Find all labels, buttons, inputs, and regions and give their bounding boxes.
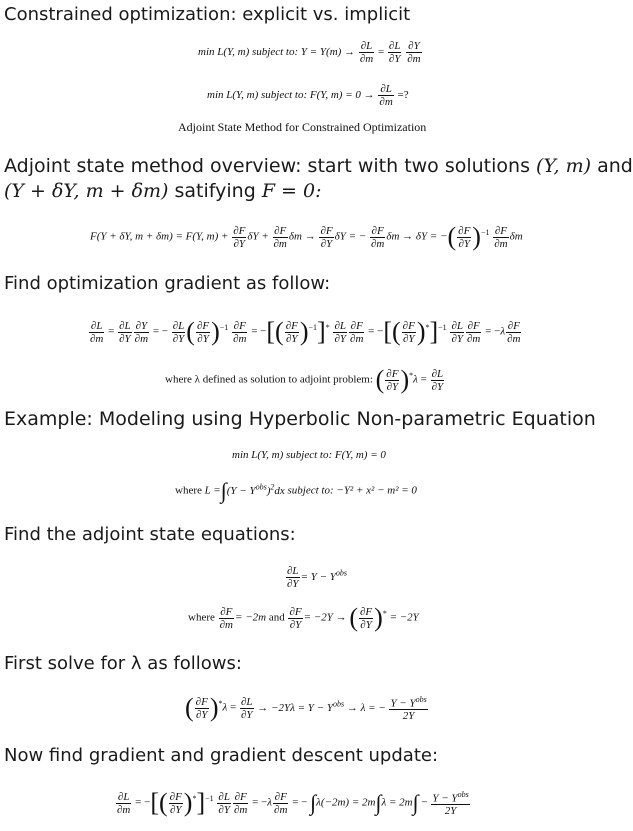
heading-and: and xyxy=(597,155,633,177)
heading-adjoint-overview-line1 xyxy=(4,155,633,177)
heading-math-Y-m: (Y, m) xyxy=(536,155,592,177)
equation-solve-lambda: ( $\frac{\partial F}{\partial Y}$ )*λ = $\frac{\partial L}{\partial Y}$ → $-2Y\lambda = Y - Y^{obs} \to \lambda$ = − $\frac{Y - Y^{obs}}{2Y}$ xyxy=(185,693,427,723)
heading-adjoint-equations: Find the adjoint state equations: xyxy=(4,524,296,545)
heading-example-hyperbolic: Example: Modeling using Hyperbolic Non-parametric Equation xyxy=(4,408,596,430)
and-label: and xyxy=(268,611,285,624)
fraction-dL-dm: $\frac{\partial L}{\partial m}$ xyxy=(359,40,374,65)
equation-implicit-text: min L(Y, m) subject to: F(Y, m) = 0 → xyxy=(207,89,375,102)
where-label-dF: where xyxy=(188,611,215,624)
heading-solve-lambda: First solve for λ as follows: xyxy=(4,653,242,674)
fraction-dL-dY: $\frac{\partial L}{\partial Y}$ xyxy=(388,40,401,65)
equation-explicit: min L(Y, m) subject to: Y = Y(m) → $\frac{\partial L}{\partial m}$ = $\frac{\partial L}{\partial Y}$ $\frac{\partial Y}{\partial m}$ xyxy=(198,40,421,65)
fraction-dY-dm: $\frac{\partial Y}{\partial m}$ xyxy=(407,40,421,65)
heading-adjoint-text: Adjoint state method overview: start with two solutions xyxy=(4,155,530,177)
equation-adjoint-problem: where λ defined as solution to adjoint problem: ( $\frac{\partial F}{\partial Y}$ )*λ = $\frac{\partial L}{\partial Y}$ xyxy=(165,365,444,394)
heading-gradient-descent: Now find gradient and gradient descent update: xyxy=(4,745,439,766)
heading-adjoint-overview-line2 xyxy=(4,180,321,202)
equation-example-min: min L(Y, m) subject to: F(Y, m) = 0 xyxy=(232,449,386,461)
equation-dF-derivatives: where $\frac{\partial F}{\partial m}$ = −2m and $\frac{\partial F}{\partial Y}$ = −2Y → ( $\frac{\partial F}{\partial Y}$ )* = −2Y xyxy=(188,603,419,632)
equation-example-L: where $L =\int(Y - Y^{obs})^2dx$ subject to: −Y² + x² − m² = 0 xyxy=(175,478,417,503)
equation-implicit-question: =? xyxy=(397,89,409,102)
equation-example-subject: subject to: −Y² + x² − m² = 0 xyxy=(287,484,417,497)
where-label-L: where xyxy=(175,484,202,497)
heading-constrained-optimization: Constrained optimization: explicit vs. implicit xyxy=(4,4,411,25)
where-lambda-text: where λ defined as solution to adjoint problem: xyxy=(165,373,373,386)
equation-dL-dY: $\frac{\partial L}{\partial Y}$ = $Y - Y^{obs}$ xyxy=(287,565,348,590)
heading-math-perturbed: (Y + δY, m + δm) xyxy=(4,180,169,202)
heading-satifying: satifying xyxy=(174,180,256,202)
equation-gradient-descent: $\frac{\partial L}{\partial m}$ = −[( $\frac{\partial F}{\partial Y}$ )*]$^{-1}$ $\frac{\partial L}{\partial Y}$ $\frac{\partial F}{\partial m}$ = −λ $\frac{\partial F}{\partial m}$ = − ∫λ(−2m) = 2m∫λ = 2m∫ − $\frac{Y - Y^{obs}}{2Y}$ xyxy=(117,788,469,818)
heading-math-F0: F = 0: xyxy=(261,180,322,202)
heading-find-gradient: Find optimization gradient as follow: xyxy=(4,273,331,294)
equation-explicit-text: min L(Y, m) subject to: Y = Y(m) → xyxy=(198,46,356,59)
equation-gradient: $\frac{\partial L}{\partial m}$ = $\frac{\partial L}{\partial Y}$ $\frac{\partial Y}{\partial m}$ = − $\frac{\partial L}{\partial Y}$ ( $\frac{\partial F}{\partial Y}$ )$^{-1}$ $\frac{\partial F}{\partial m}$ = −[( $\frac{\partial F}{\partial Y}$ )$^{-1}$]* $\frac{\partial L}{\partial Y}$ $\frac{\partial F}{\partial m}$ = −[( $\frac{\partial F}{\partial Y}$ )*]$^{-1}$ $\frac{\partial L}{\partial Y}$ $\frac{\partial F}{\partial m}$ = −λ $\frac{\partial F}{\partial m}$ xyxy=(90,317,521,346)
fraction-dL-dm-2: $\frac{\partial L}{\partial m}$ xyxy=(379,83,393,108)
equation-perturbation: F(Y + δY, m + δm) = F(Y, m) + $\frac{\partial F}{\partial Y}$ δY + $\frac{\partial F}{\partial m}$ δm → $\frac{\partial F}{\partial Y}$ δY = − $\frac{\partial F}{\partial m}$ δm → δY = −( $\frac{\partial F}{\partial Y}$ )$^{-1}$ $\frac{\partial F}{\partial m}$ δm xyxy=(90,222,523,251)
equation-implicit xyxy=(207,83,409,108)
caption-adjoint-state: Adjoint State Method for Constrained Optimization xyxy=(178,120,427,134)
